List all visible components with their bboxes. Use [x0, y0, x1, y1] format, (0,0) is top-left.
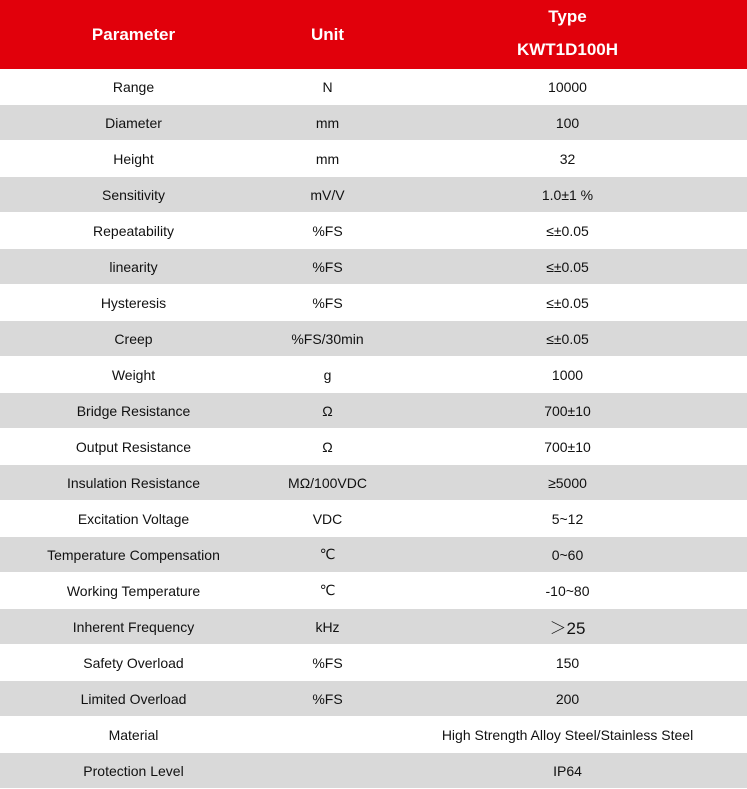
- row-unit: ℃: [267, 537, 388, 573]
- row-value: High Strength Alloy Steel/Stainless Steel: [388, 717, 747, 753]
- row-parameter: Working Temperature: [0, 573, 267, 609]
- row-parameter: Range: [0, 69, 267, 105]
- table-row: [0, 537, 747, 573]
- row-value: ≤±0.05: [388, 249, 747, 285]
- table-row: [0, 717, 747, 753]
- row-unit: MΩ/100VDC: [267, 465, 388, 501]
- row-unit: [267, 753, 388, 789]
- row-parameter: Hysteresis: [0, 285, 267, 321]
- row-unit: N: [267, 69, 388, 105]
- table-row: [0, 69, 747, 105]
- row-value: 0~60: [388, 537, 747, 573]
- row-value: 1.0±1 %: [388, 177, 747, 213]
- row-parameter: Bridge Resistance: [0, 393, 267, 429]
- row-value: 5~12: [388, 501, 747, 537]
- row-unit: kHz: [267, 609, 388, 645]
- row-unit: %FS: [267, 249, 388, 285]
- table-row: [0, 645, 747, 681]
- row-unit: mm: [267, 105, 388, 141]
- table-row: [0, 213, 747, 249]
- header-type-model: KWT1D100H: [516, 40, 619, 59]
- table-row: [0, 249, 747, 285]
- row-value: 200: [388, 681, 747, 717]
- row-parameter: Material: [0, 717, 267, 753]
- row-value: 1000: [388, 357, 747, 393]
- table-row: [0, 285, 747, 321]
- table-row: [0, 141, 747, 177]
- row-unit: Ω: [267, 393, 388, 429]
- row-unit: %FS: [267, 681, 388, 717]
- row-parameter: Weight: [0, 357, 267, 393]
- row-unit: VDC: [267, 501, 388, 537]
- row-unit: %FS: [267, 213, 388, 249]
- row-value: ≤±0.05: [388, 321, 747, 357]
- table-row: [0, 609, 747, 645]
- table-row: [0, 393, 747, 429]
- row-unit: %FS: [267, 285, 388, 321]
- row-parameter: Excitation Voltage: [0, 501, 267, 537]
- row-value: 150: [388, 645, 747, 681]
- row-value: ≤±0.05: [388, 285, 747, 321]
- row-parameter: Limited Overload: [0, 681, 267, 717]
- row-parameter: Diameter: [0, 105, 267, 141]
- table-row: [0, 177, 747, 213]
- table-row: [0, 501, 747, 537]
- row-value: 100: [388, 105, 747, 141]
- row-parameter: Inherent Frequency: [0, 609, 267, 645]
- row-value: 10000: [388, 69, 747, 105]
- row-parameter: Protection Level: [0, 753, 267, 789]
- row-unit: mV/V: [267, 177, 388, 213]
- row-unit: mm: [267, 141, 388, 177]
- row-value: ≤±0.05: [388, 213, 747, 249]
- row-value: 700±10: [388, 429, 747, 465]
- header-row: [0, 0, 747, 69]
- table-row: [0, 753, 747, 789]
- row-unit: ℃: [267, 573, 388, 609]
- row-value: 32: [388, 141, 747, 177]
- row-unit: g: [267, 357, 388, 393]
- row-unit: [267, 717, 388, 753]
- row-value: -10~80: [388, 573, 747, 609]
- table-row: [0, 105, 747, 141]
- table-body: [0, 69, 747, 789]
- row-unit: %FS: [267, 645, 388, 681]
- row-parameter: Safety Overload: [0, 645, 267, 681]
- table-row: [0, 429, 747, 465]
- table-row: [0, 681, 747, 717]
- header-parameter: Parameter: [0, 0, 267, 69]
- row-parameter: linearity: [0, 249, 267, 285]
- row-parameter: Output Resistance: [0, 429, 267, 465]
- row-unit: Ω: [267, 429, 388, 465]
- header-type: [388, 0, 747, 69]
- row-value: ＞25: [388, 609, 747, 645]
- table-row: [0, 321, 747, 357]
- row-parameter: Temperature Compensation: [0, 537, 267, 573]
- row-parameter: Creep: [0, 321, 267, 357]
- table-row: [0, 573, 747, 609]
- row-parameter: Height: [0, 141, 267, 177]
- row-value: 700±10: [388, 393, 747, 429]
- row-parameter: Insulation Resistance: [0, 465, 267, 501]
- header-unit: Unit: [267, 0, 388, 69]
- row-unit: %FS/30min: [267, 321, 388, 357]
- row-value: ≥5000: [388, 465, 747, 501]
- row-parameter: Repeatability: [0, 213, 267, 249]
- table-row: [0, 357, 747, 393]
- table-header: [0, 0, 747, 69]
- table-row: [0, 465, 747, 501]
- header-type-label: Type: [548, 7, 587, 26]
- row-value: IP64: [388, 753, 747, 789]
- row-parameter: Sensitivity: [0, 177, 267, 213]
